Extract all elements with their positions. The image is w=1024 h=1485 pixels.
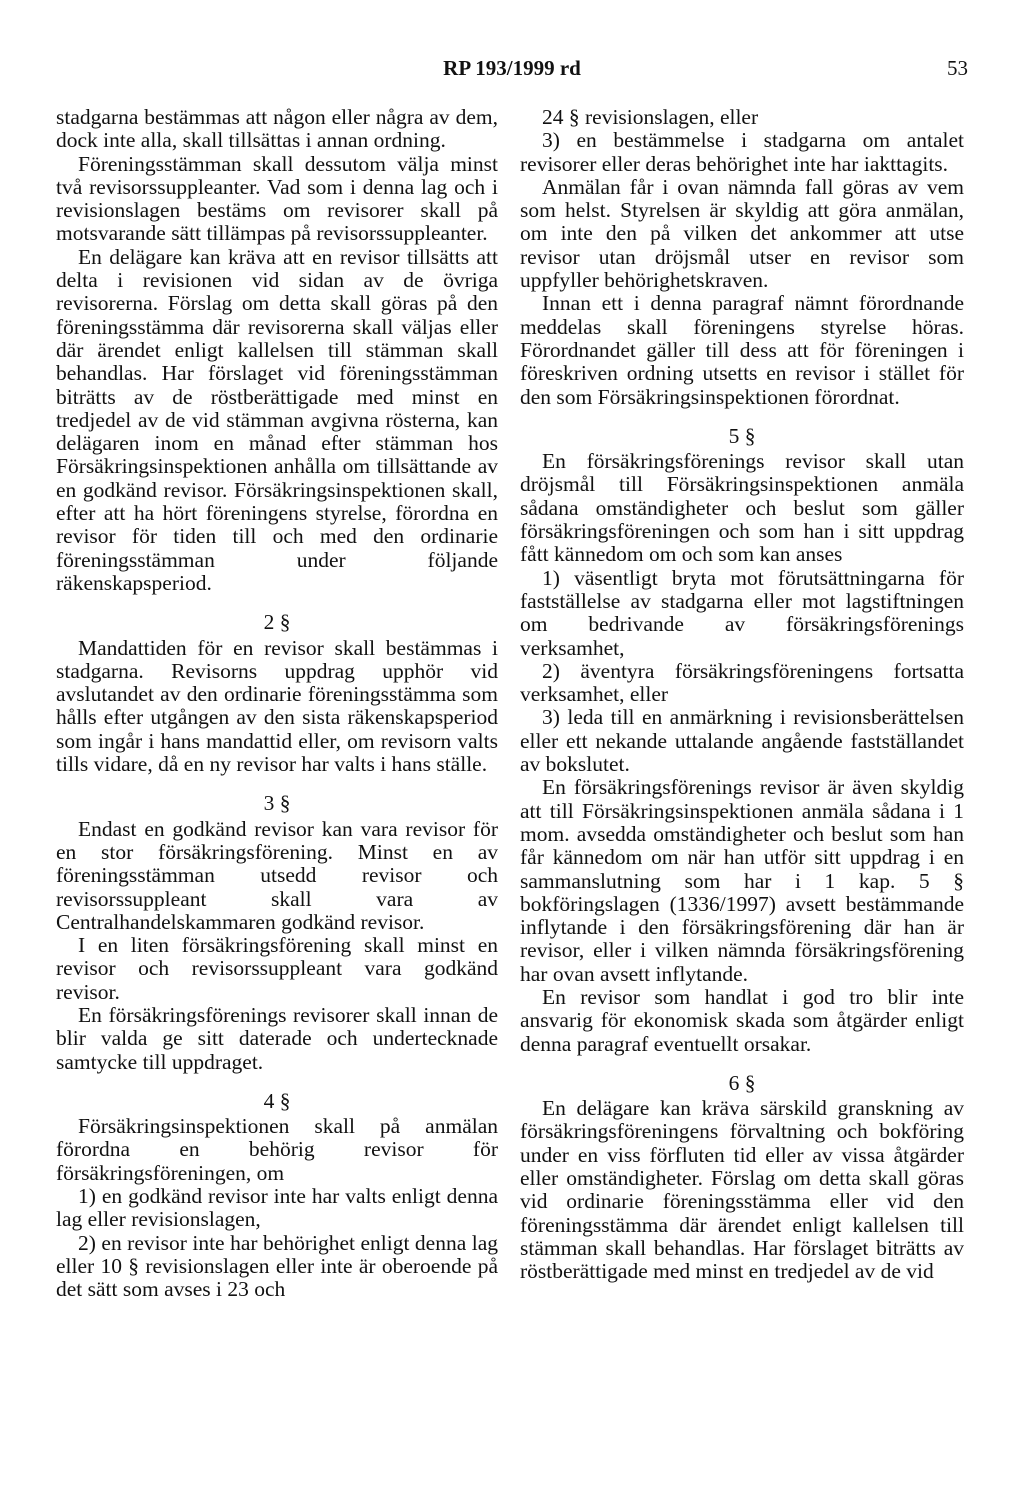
section-heading-5: 5 §	[728, 423, 756, 448]
paragraph: En delägare kan kräva att en revisor tillsätts att delta i revisionen vid sidan av de övriga revisorerna. Förslag om detta skall göras på den föreningsstämma där revisorerna skall väljas eller där ärendet enligt kallelsen till stämman skall behandlas. Har förslaget vid föreningsstämman biträtts av de röstberättigade med minst en tredjedel av de vid stämman avgivna rösterna, kan delägaren inom en månad efter stämman hos Försäkringsinspektionen anhålla om tillsättande av en godkänd revisor. Försäkringsinspektionen skall, efter att ha hört föreningens styrelse, förordna en revisor för tiden till och med den ordinarie föreningsstämman under följande räkenskapsperiod.	[56, 244, 498, 595]
list-item: 2) en revisor inte har behörighet enligt denna lag eller 10 § revisionslagen eller inte är oberoende på det sätt som avses i 23 och	[56, 1230, 498, 1302]
paragraph: En försäkringsförenings revisor skall utan dröjsmål till Försäkringsinspektionen anmäla sådana omständigheter och beslut som gäller försäkringsföreningen och som han i sitt uppdrag fått kännedom om och som kan anses	[520, 449, 964, 567]
list-item: 1) väsentligt bryta mot förutsättningarna för fastställelse av stadgarna eller mot lagstiftningen om bedrivande av försäkringsförenings verksamhet,	[520, 565, 964, 660]
paragraph: stadgarna bestämmas att någon eller några av dem, dock inte alla, skall tillsättas i annan ordning.	[56, 105, 498, 153]
paragraph: Mandattiden för en revisor skall bestämmas i stadgarna. Revisorns uppdrag upphör vid avslutandet av den ordinarie föreningsstämma som hålls efter utgången av den sista räkenskapsperiod som ingår i hans mandattid eller, om revisorn valts tills vidare, då en ny revisor har valts i hans ställe.	[56, 635, 498, 777]
paragraph: Endast en godkänd revisor kan vara revisor för en stor försäkringsförening. Minst en av föreningsstämman utsedd revisor och revisorssuppleant skall vara av Centralhandelskammaren godkänd revisor.	[56, 816, 498, 934]
document-id: RP 193/1999 rd	[443, 56, 581, 80]
paragraph: En försäkringsförenings revisorer skall innan de blir valda ge sitt daterade och undertecknade samtycke till uppdraget.	[56, 1002, 498, 1074]
section-heading-4: 4 §	[263, 1088, 291, 1113]
right-column	[520, 106, 964, 1284]
paragraph: Innan ett i denna paragraf nämnt förordnande meddelas skall föreningens styrelse höras. Förordnandet gäller till dess att för föreningen i föreskriven ordning utsetts en revisor i stället för den som Försäkringsinspektionen förordnat.	[520, 291, 964, 409]
section-heading-6: 6 §	[728, 1070, 756, 1095]
page-header	[0, 56, 1024, 86]
paragraph: En revisor som handlat i god tro blir inte ansvarig för ekonomisk skada som åtgärder enligt denna paragraf eventuellt orsakar.	[520, 984, 964, 1056]
page-number: 53	[947, 56, 968, 80]
paragraph: En delägare kan kräva särskild granskning av försäkringsföreningens förvaltning och bokföring under en viss förfluten tid eller av vissa åtgärder eller omständigheter. Förslag om detta skall göras vid ordinarie föreningsstämma eller vid den föreningsstämma där ärendet enligt kallelsen till stämman skall behandlas. Har förslaget biträtts av röstberättigade med minst en tredjedel av de vid	[520, 1096, 964, 1284]
paragraph: En försäkringsförenings revisor är även skyldig att till Försäkringsinspektionen anmäla sådana i 1 mom. avsedda omständigheter och beslut som han får kännedom om när han utför sitt uppdrag i en sammanslutning som har i 1 kap. 5 § bokföringslagen (1336/1997) avsett bestämmande inflytande i den försäkringsförening där han är revisor, eller i vilken nämnda försäkringsförening har ovan avsett inflytande.	[520, 775, 964, 986]
paragraph: Anmälan får i ovan nämnda fall göras av vem som helst. Styrelsen är skyldig att göra anmälan, om inte den på vilken det ankommer att utse revisor utan dröjsmål utser en revisor som uppfyller behörighetskraven.	[520, 174, 964, 293]
list-item: 1) en godkänd revisor inte har valts enligt denna lag eller revisionslagen,	[56, 1184, 498, 1232]
list-item-continued: 24 § revisionslagen, eller	[542, 105, 759, 129]
paragraph: Försäkringsinspektionen skall på anmälan förordna en behörig revisor för försäkringsföreningen, om	[56, 1114, 498, 1185]
paragraph: I en liten försäkringsförening skall minst en revisor och revisorssuppleant vara godkänd revisor.	[56, 933, 498, 1004]
section-heading-3: 3 §	[263, 791, 291, 816]
list-item: 3) en bestämmelse i stadgarna om antalet revisorer eller deras behörighet inte har iakttagits.	[520, 128, 964, 176]
list-item: 3) leda till en anmärkning i revisionsberättelsen eller ett nekande uttalande angående fastställandet av bokslutet.	[520, 705, 964, 777]
paragraph: Föreningsstämman skall dessutom välja minst två revisorssuppleanter. Vad som i denna lag och i revisionslagen bestäms om revisorer skall på motsvarande sätt tillämpas på revisorssuppleanter.	[56, 151, 498, 246]
left-column	[56, 106, 498, 1302]
list-item: 2) äventyra försäkringsföreningens fortsatta verksamhet, eller	[520, 658, 964, 707]
section-heading-2: 2 §	[263, 610, 291, 635]
